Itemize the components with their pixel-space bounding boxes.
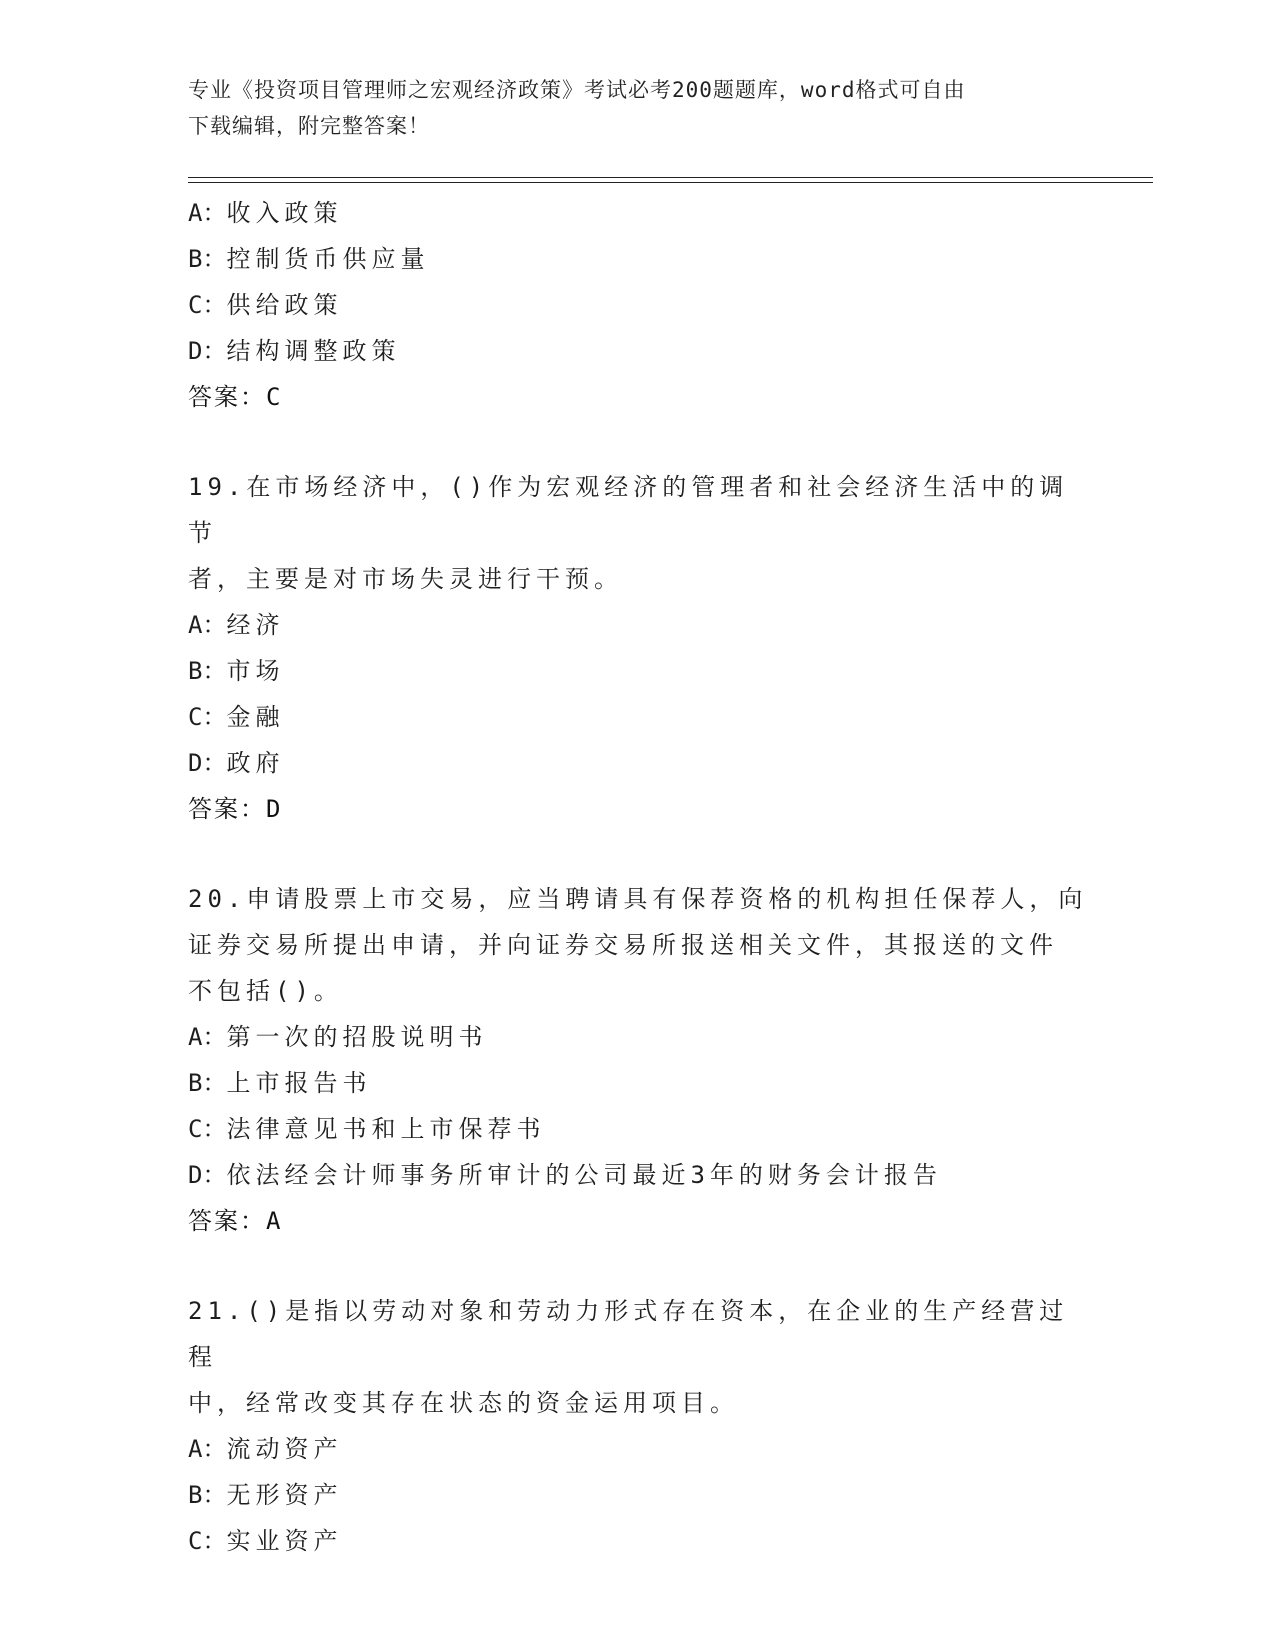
option-b: B：上市报告书: [188, 1069, 372, 1097]
option-c: C：法律意见书和上市保荐书: [188, 1115, 546, 1143]
question-21: [188, 1288, 1088, 1564]
question-18: [188, 190, 1088, 420]
answer: 答案：A: [188, 1207, 281, 1235]
header-line-1: 专业《投资项目管理师之宏观经济政策》考试必考200题题库，word格式可自由: [188, 78, 966, 102]
option-a: A：收入政策: [188, 199, 343, 227]
question-content: [188, 190, 1088, 1564]
option-d: D：依法经会计师事务所审计的公司最近3年的财务会计报告: [188, 1161, 942, 1189]
question-text: 20.申请股票上市交易，应当聘请具有保荐资格的机构担任保荐人，向 证券交易所提出申请，并向证券交易所报送相关文件，其报送的文件 不包括()。: [188, 885, 1088, 1005]
option-a: A：第一次的招股说明书: [188, 1023, 488, 1051]
option-d: D：政府: [188, 749, 285, 777]
option-d: D：结构调整政策: [188, 337, 401, 365]
question-text: 21.()是指以劳动对象和劳动力形式存在资本，在企业的生产经营过程 中，经常改变其存在状态的资金运用项目。: [188, 1297, 1069, 1417]
question-text: 19.在市场经济中，()作为宏观经济的管理者和社会经济生活中的调节 者，主要是对市场失灵进行干预。: [188, 473, 1069, 593]
question-20: [188, 876, 1088, 1244]
option-b: B：无形资产: [188, 1481, 343, 1509]
header-divider-bottom: [188, 182, 1153, 183]
option-a: A：流动资产: [188, 1435, 343, 1463]
option-c: C：实业资产: [188, 1527, 343, 1555]
option-b: B：市场: [188, 657, 285, 685]
option-b: B：控制货币供应量: [188, 245, 430, 273]
document-header: [188, 72, 1088, 144]
answer: 答案：C: [188, 383, 281, 411]
question-19: [188, 464, 1088, 832]
option-c: C：金融: [188, 703, 285, 731]
header-divider-top: [188, 177, 1153, 178]
header-line-2: 下载编辑，附完整答案！: [188, 114, 430, 138]
answer: 答案：D: [188, 795, 281, 823]
option-c: C：供给政策: [188, 291, 343, 319]
option-a: A：经济: [188, 611, 285, 639]
